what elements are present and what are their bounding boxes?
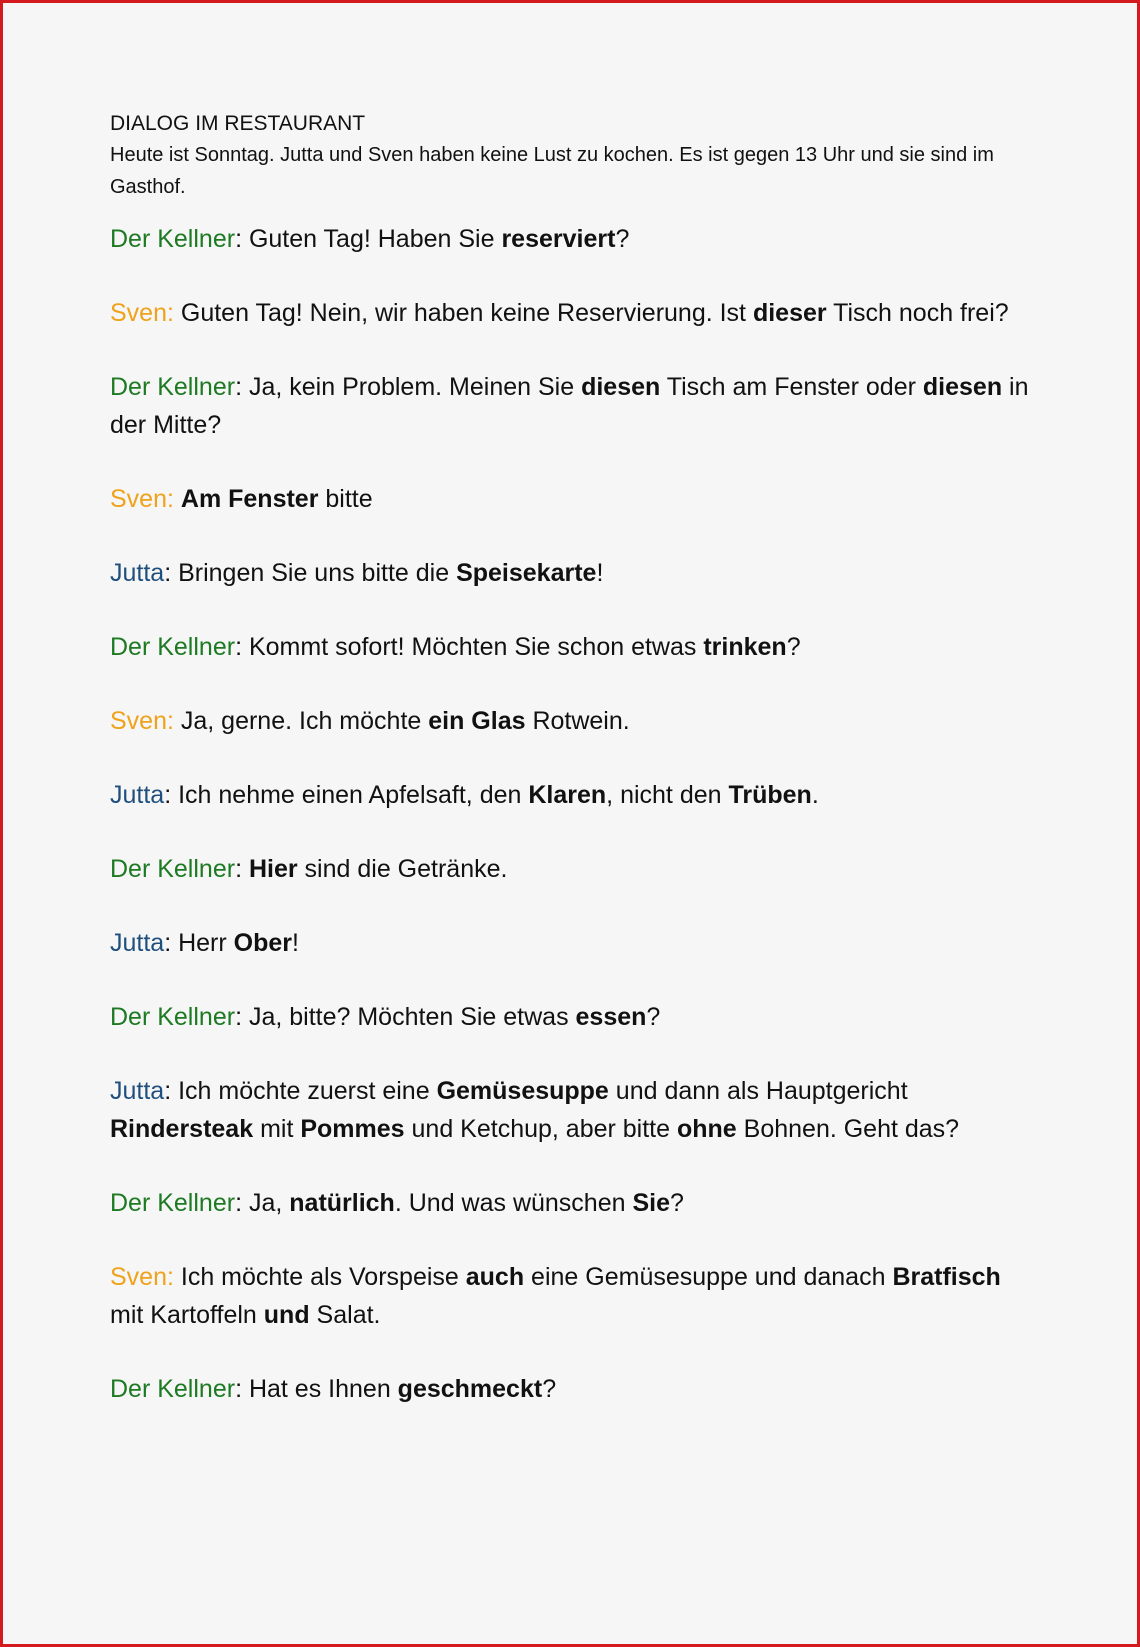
speaker-separator: : (164, 559, 172, 587)
speaker-separator: : (235, 1003, 243, 1031)
bold-keyword: Hier (248, 855, 298, 883)
speaker-separator: : (235, 373, 243, 401)
dialog-line (110, 850, 1040, 888)
dialog-line (110, 776, 1040, 814)
dialog-text: ? (542, 1375, 557, 1403)
bold-keyword: Ober (233, 929, 293, 957)
dialog-text: Ja, bitte? Möchten Sie etwas (242, 1003, 576, 1031)
bold-keyword: Rindersteak (110, 1115, 254, 1143)
speaker-name: Der Kellner (110, 633, 236, 661)
dialog-line (110, 1258, 1040, 1334)
dialog-text: mit Kartoffeln (110, 1301, 264, 1329)
dialog-text: Tisch am Fenster oder (660, 373, 923, 401)
speaker-separator: : (235, 633, 243, 661)
dialog-line (110, 628, 1040, 666)
bold-keyword: Sie (632, 1189, 670, 1217)
dialog-text: ? (646, 1003, 661, 1031)
bold-keyword: Speisekarte (456, 559, 597, 587)
speaker-name: Jutta (110, 781, 165, 809)
bold-keyword: Bratfisch (892, 1263, 1001, 1291)
dialog-text: Herr (171, 929, 234, 957)
speaker-separator: : (235, 1375, 243, 1403)
dialog-text: Ja, kein Problem. Meinen Sie (242, 373, 582, 401)
dialog-line (110, 554, 1040, 592)
dialog-text (242, 855, 249, 883)
dialog-text: . Und was wünschen (394, 1189, 633, 1217)
intro-text: Heute ist Sonntag. Jutta und Sven haben keine Lust zu kochen. Es ist gegen 13 Uhr und sie sind im Gasthof. (110, 144, 994, 198)
bold-keyword: Gemüsesuppe (436, 1077, 609, 1105)
bold-keyword: natürlich (289, 1189, 395, 1217)
dialog-text: ? (786, 633, 801, 661)
bold-keyword: ein Glas (428, 707, 526, 735)
dialog-text: , nicht den (606, 781, 729, 809)
speaker-name: Jutta (110, 1077, 165, 1105)
bold-keyword: ohne (676, 1115, 737, 1143)
dialog-text: ! (596, 559, 604, 587)
speaker-separator: : (164, 781, 172, 809)
dialog-text: Kommt sofort! Möchten Sie schon etwas (242, 633, 704, 661)
dialog-text: Guten Tag! Nein, wir haben keine Reservierung. Ist (173, 299, 753, 327)
bold-keyword: trinken (703, 633, 787, 661)
dialog-text: Bohnen. Geht das? (736, 1115, 960, 1143)
dialog-text: Guten Tag! Haben Sie (242, 225, 502, 253)
dialog-text: Ich möchte als Vorspeise (173, 1263, 466, 1291)
dialog-line (110, 924, 1040, 962)
speaker-name: Jutta (110, 929, 165, 957)
dialog-list (110, 220, 1040, 1408)
bold-keyword: diesen (581, 373, 661, 401)
dialog-text: ? (615, 225, 630, 253)
speaker-name: Sven: (110, 707, 174, 735)
dialog-text: . (811, 781, 819, 809)
dialog-text: Ja, (242, 1189, 290, 1217)
dialog-text: in der Mitte? (110, 373, 1029, 439)
dialog-text: Bringen Sie uns bitte die (171, 559, 457, 587)
bold-keyword: essen (575, 1003, 647, 1031)
speaker-name: Der Kellner (110, 373, 236, 401)
dialog-line (110, 998, 1040, 1036)
dialog-line (110, 368, 1040, 444)
speaker-separator: : (235, 1189, 243, 1217)
speaker-name: Der Kellner (110, 1375, 236, 1403)
speaker-name: Der Kellner (110, 1003, 236, 1031)
speaker-name: Der Kellner (110, 855, 236, 883)
dialog-line (110, 1370, 1040, 1408)
bold-keyword: geschmeckt (397, 1375, 543, 1403)
document-title: DIALOG IM RESTAURANT (110, 112, 366, 135)
dialog-text: Tisch noch frei? (826, 299, 1009, 327)
speaker-name: Sven: (110, 485, 174, 513)
dialog-line (110, 702, 1040, 740)
speaker-separator: : (164, 1077, 172, 1105)
dialog-text: Ja, gerne. Ich möchte (173, 707, 429, 735)
dialog-text: Hat es Ihnen (242, 1375, 398, 1403)
speaker-separator: : (235, 225, 243, 253)
dialog-line (110, 220, 1040, 258)
dialog-text: bitte (318, 485, 373, 513)
speaker-name: Der Kellner (110, 225, 236, 253)
speaker-name: Sven: (110, 299, 174, 327)
dialog-text (174, 485, 181, 513)
speaker-name: Der Kellner (110, 1189, 236, 1217)
bold-keyword: auch (465, 1263, 525, 1291)
dialog-text: und dann als Hauptgericht (608, 1077, 908, 1105)
speaker-separator: : (235, 855, 243, 883)
speaker-name: Sven: (110, 1263, 174, 1291)
dialog-text: Ich möchte zuerst eine (171, 1077, 437, 1105)
bold-keyword: reserviert (501, 225, 616, 253)
worksheet-content (110, 109, 1040, 1444)
dialog-text: eine Gemüsesuppe und danach (524, 1263, 893, 1291)
bold-keyword: diesen (922, 373, 1003, 401)
bold-keyword: Klaren (528, 781, 607, 809)
dialog-text: ? (670, 1189, 684, 1217)
dialog-text: Ich nehme einen Apfelsaft, den (171, 781, 529, 809)
dialog-text: ! (292, 929, 299, 957)
bold-keyword: Am Fenster (180, 485, 319, 513)
dialog-line (110, 480, 1040, 518)
dialog-text: sind die Getränke. (297, 855, 508, 883)
dialog-text: und Ketchup, aber bitte (404, 1115, 677, 1143)
bold-keyword: dieser (752, 299, 827, 327)
speaker-name: Jutta (110, 559, 165, 587)
dialog-text: Salat. (309, 1301, 381, 1329)
dialog-text: mit (253, 1115, 301, 1143)
dialog-text: Rotwein. (525, 707, 630, 735)
speaker-separator: : (164, 929, 172, 957)
bold-keyword: Trüben (728, 781, 812, 809)
dialog-line (110, 1072, 1040, 1148)
dialog-line (110, 294, 1040, 332)
bold-keyword: und (263, 1301, 310, 1329)
dialog-line (110, 1184, 1040, 1222)
bold-keyword: Pommes (300, 1115, 405, 1143)
